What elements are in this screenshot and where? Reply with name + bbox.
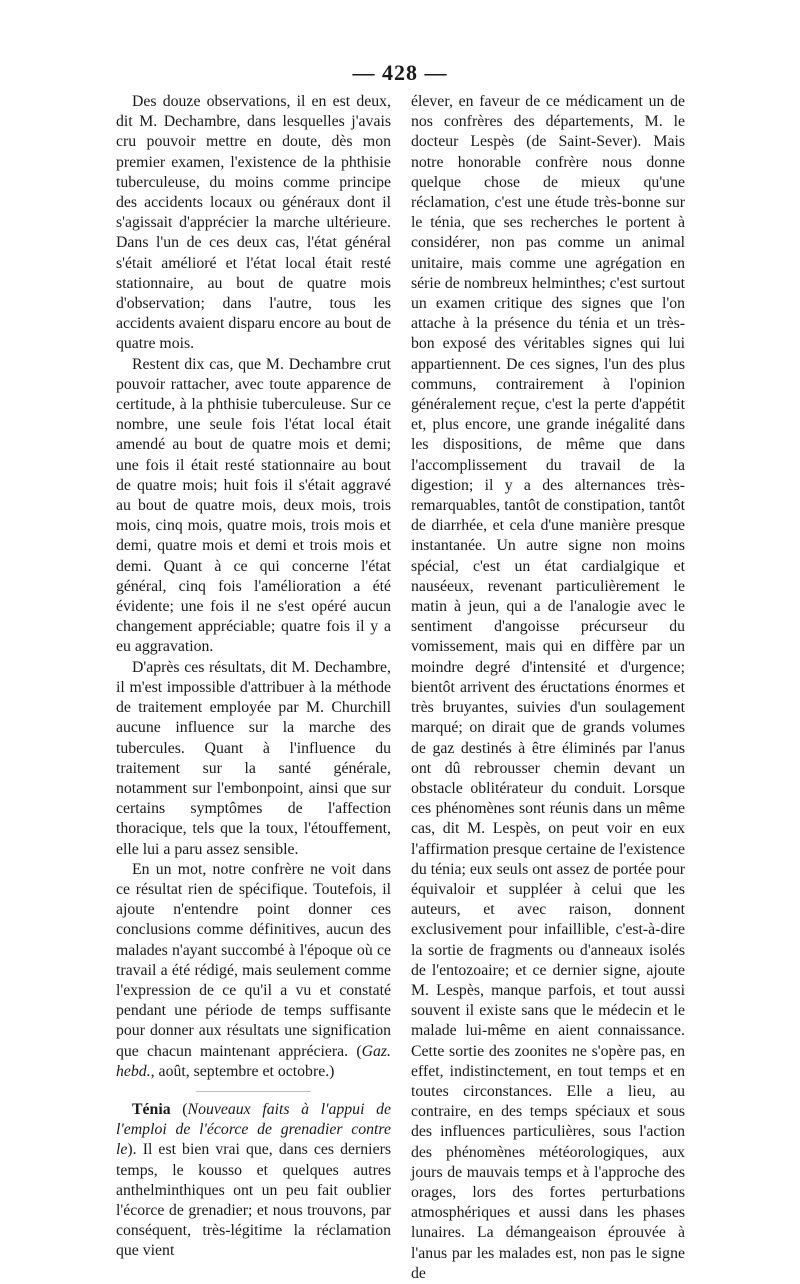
section-subtitle: Nouveaux faits à l'appui de l'emploi de l'écorce de grenadier contre le — [116, 1100, 392, 1159]
paragraph: D'après ces résultats, dit M. Dechambre, il m'est impossible d'attribuer à la méthode de traitement employée par M. Churchill aucune influence sur la marche des tubercules. Quant à l'influence du traitement sur la santé générale, notamment sur l'embonpoint, ainsi que sur certains symptômes de l'affection thoracique, tels que la toux, l'étouffement, elle lui a paru assez sensible. — [116, 658, 391, 858]
paragraph: Des douze observations, il en est deux, dit M. Dechambre, dans lesquelles j'avais cru pouvoir mettre en doute, dès mon premier examen, l'existence de la phthisie tuberculeuse, du moins comme principe des accidents locaux ou généraux dont il s'agissait d'apprécier la marche ultérieure. Dans l'un de ces deux cas, l'état général s'était amélioré et l'état local était resté stationnaire, au bout de quatre mois d'observation; dans l'autre, tous les accidents avaient disparu encore au bout de quatre mois. — [116, 93, 391, 353]
section-paragraph — [116, 1100, 391, 1262]
paragraph: élever, en faveur de ce médicament un de nos confrères des départements, M. le docteur Lespès (de Saint-Sever). Mais notre honorable confrère nous donne quelque chose de mieux qu'une réclamation, c'est une étude très-bonne sur le ténia, que ses recherches le portent à considérer, non pas comme un animal unitaire, mais comme une agrégation en série de nombreux helminthes; c'est surtout un examen critique des signes que l'on attache à la présence du ténia et un très-bon exposé des véritables signes qui lui appartiennent. De ces signes, l'un des plus communs, contrairement à l'opinion généralement reçue, c'est la perte d'appétit et, plus encore, une grande inégalité dans les dispositions, de même que dans l'accomplissement du travail de la digestion; il y a des alternances très-remarquables, tantôt de constipation, tantôt de diarrhée, et cela d'une manière presque instantanée. Un autre signe non moins spécial, c'est un état cardialgique et nauséeux, revenant particulièrement le matin à jeun, qui a de l'analogie avec le sentiment d'angoisse précurseur du vomissement, mais qui en diffère par un moindre degré d'intensité et d'urgence; bientôt arrivent des éructations énormes et très bruyantes, suivies d'un soulagement marqué; on dirait que de grands volumes de gaz destinés à être éliminés par l'anus ont dû rebrousser chemin devant un obstacle oblitérateur du conduit. Lorsque ces phénomènes sont réunis dans un même cas, dit M. Lespès, on peut voir en eux l'affirmation presque certaine de l'existence du ténia; eux seuls ont assez de portée pour équivaloir et suppléer à celui que les auteurs, et avec raison, donnent exclusivement pour infaillible, c'est-à-dire la sortie de fragments ou d'anneaux isolés de l'entozoaire; et ce dernier signe, ajoute M. Lespès, manque parfois, et tout aussi souvent il existe sans que le médecin et le malade lui-même en aient connaissance. Cette sortie des zoonites ne s'opère pas, en effet, indistinctement, en tout temps et en toutes circonstances. Elle a lieu, au contraire, en des temps spéciaux et sous des influences particulières, sous l'action des phénomènes météorologiques, aux jours de mauvais temps et à l'approche des orages, lors des fortes perturbations atmosphériques et aussi dans les phases lunaires. La démangeaison éprouvée à l'anus par les malades est, non pas le signe de — [411, 93, 685, 1282]
right-column — [411, 92, 685, 1284]
section-title: Ténia — [132, 1100, 171, 1118]
section-separator — [116, 1084, 391, 1098]
page-number: — 428 — — [352, 60, 448, 85]
paragraph-text: ). Il est bien vrai que, dans ces derniers temps, le kousso et quelques autres anthelminthiques ont un peu fait oublier l'écorce de grenadier; et nous trouvons, par conséquent, très-légitime la réclamation que vient — [116, 1141, 391, 1260]
citation-source: Gaz. hebd. — [116, 1042, 391, 1080]
paragraph-text: ( — [170, 1100, 188, 1118]
paragraph: Restent dix cas, que M. Dechambre crut pouvoir rattacher, avec toute apparence de certitude, à la phthisie tuberculeuse. Sur ce nombre, une seule fois l'état local était amendé au bout de quatre mois et demi; une fois il était resté stationnaire au bout de quatre mois; huit fois il s'était aggravé au bout de quatre mois, deux mois, trois mois, cinq mois, quatre mois, trois mois et demi, quatre mois et demi et trois mois et demi. Quant à ce qui concerne l'état général, cinq fois l'amélioration a été évidente; une fois il ne s'est opéré aucun changement appréciable; quatre fois il y a eu aggravation. — [116, 355, 391, 656]
left-column — [116, 92, 391, 1262]
paragraph-text: , août, septembre et octobre.) — [150, 1062, 335, 1080]
paragraph — [116, 860, 391, 1082]
paragraph-text: En un mot, notre confrère ne voit dans ce résultat rien de spécifique. Toutefois, il ajoute n'entendre point donner ces conclusions comme définitives, aucun des malades n'ayant succombé à l'époque où ce travail a été rédigé, mais seulement comme l'expression de ce qu'il a vu et constaté pendant une période de temps suffisante pour donner aux résultats une signification que chacun maintenant appréciera. ( — [116, 860, 391, 1060]
